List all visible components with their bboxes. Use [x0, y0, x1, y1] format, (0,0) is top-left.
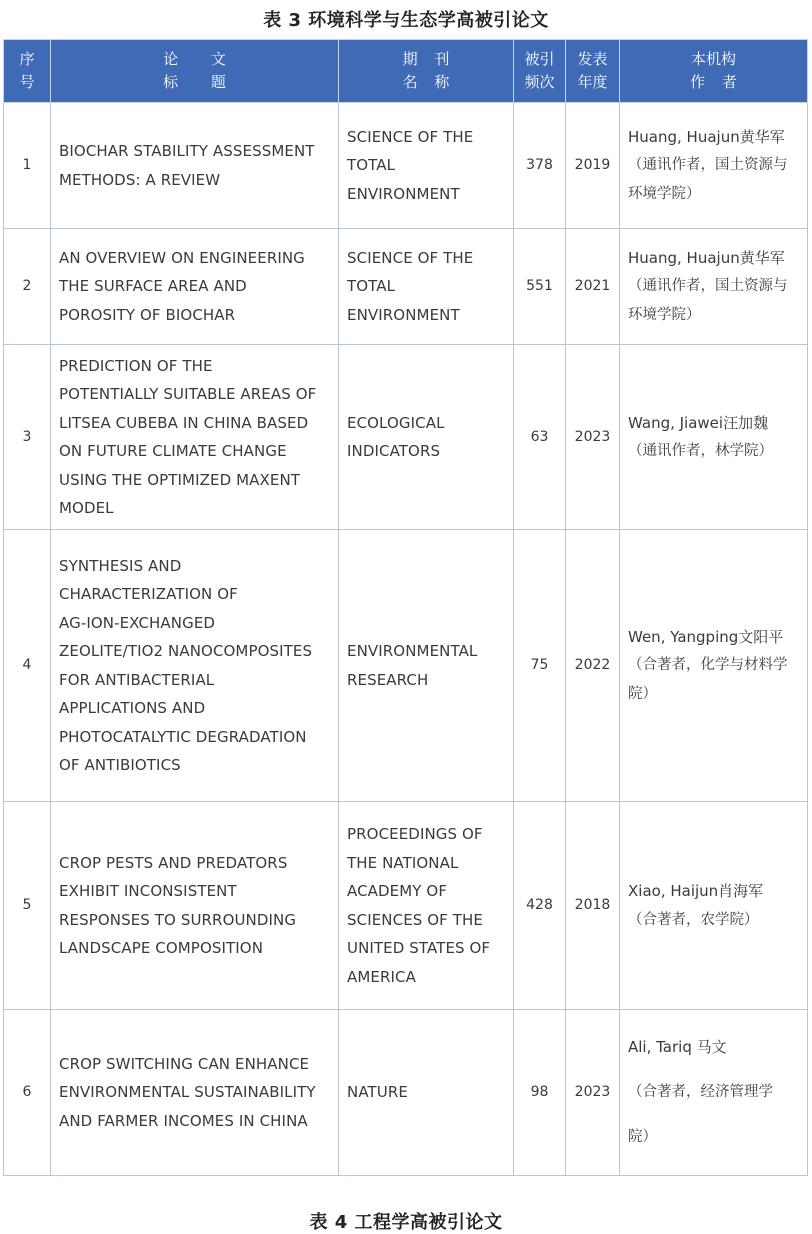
publication-year: 2018	[566, 802, 620, 1010]
citation-count: 428	[514, 802, 566, 1010]
table-4-caption: 表 4 工程学高被引论文	[309, 1212, 503, 1233]
citation-count: 63	[514, 345, 566, 530]
publication-year: 2021	[566, 229, 620, 345]
citation-count: 98	[514, 1010, 566, 1176]
table-row	[4, 103, 808, 229]
paper-title: CROP PESTS AND PREDATORS EXHIBIT INCONSISTENT RESPONSES TO SURROUNDING LANDSCAPE COMPOSITION	[51, 802, 339, 1010]
author: Huang, Huajun黄华军 （通讯作者，国土资源与 环境学院）	[620, 103, 808, 229]
publication-year: 2023	[566, 1010, 620, 1176]
publication-year: 2019	[566, 103, 620, 229]
table-row	[4, 1010, 808, 1176]
table-row	[4, 802, 808, 1010]
author: Ali, Tariq 马文 （合著者，经济管理学 院）	[620, 1010, 808, 1176]
header-author: 本机构 作 者	[620, 40, 808, 103]
author: Wang, Jiawei汪加魏 （通讯作者，林学院）	[620, 345, 808, 530]
paper-title: PREDICTION OF THE POTENTIALLY SUITABLE AREAS OF LITSEA CUBEBA IN CHINA BASED ON FUTURE CLIMATE CHANGE USING THE OPTIMIZED MAXENT MODEL	[51, 345, 339, 530]
header-journal: 期 刊 名 称	[339, 40, 514, 103]
journal-name: NATURE	[339, 1010, 514, 1176]
header-index: 序 号	[4, 40, 51, 103]
journal-name: PROCEEDINGS OF THE NATIONAL ACADEMY OF SCIENCES OF THE UNITED STATES OF AMERICA	[339, 802, 514, 1010]
table-header-row	[4, 40, 808, 103]
table-row	[4, 345, 808, 530]
citation-count: 378	[514, 103, 566, 229]
table-row	[4, 530, 808, 802]
header-year: 发表 年度	[566, 40, 620, 103]
author: Huang, Huajun黄华军 （通讯作者，国土资源与 环境学院）	[620, 229, 808, 345]
publication-year: 2023	[566, 345, 620, 530]
table-row	[4, 229, 808, 345]
journal-name: SCIENCE OF THE TOTAL ENVIRONMENT	[339, 229, 514, 345]
citation-count: 551	[514, 229, 566, 345]
author: Xiao, Haijun肖海军 （合著者，农学院）	[620, 802, 808, 1010]
header-title: 论 文 标 题	[51, 40, 339, 103]
paper-title: CROP SWITCHING CAN ENHANCE ENVIRONMENTAL SUSTAINABILITY AND FARMER INCOMES IN CHINA	[51, 1010, 339, 1176]
author: Wen, Yangping文阳平 （合著者，化学与材料学 院）	[620, 530, 808, 802]
row-index: 1	[4, 103, 51, 229]
paper-title: AN OVERVIEW ON ENGINEERING THE SURFACE AREA AND POROSITY OF BIOCHAR	[51, 229, 339, 345]
paper-title: BIOCHAR STABILITY ASSESSMENT METHODS: A REVIEW	[51, 103, 339, 229]
table-3-caption: 表 3 环境科学与生态学高被引论文	[263, 10, 549, 31]
row-index: 2	[4, 229, 51, 345]
journal-name: SCIENCE OF THE TOTAL ENVIRONMENT	[339, 103, 514, 229]
citation-count: 75	[514, 530, 566, 802]
header-citations: 被引 频次	[514, 40, 566, 103]
row-index: 4	[4, 530, 51, 802]
row-index: 6	[4, 1010, 51, 1176]
journal-name: ECOLOGICAL INDICATORS	[339, 345, 514, 530]
paper-title: SYNTHESIS AND CHARACTERIZATION OF AG-ION-EXCHANGED ZEOLITE/TIO2 NANOCOMPOSITES FOR ANTIBACTERIAL APPLICATIONS AND PHOTOCATALYTIC DEGRADATION OF ANTIBIOTICS	[51, 530, 339, 802]
row-index: 3	[4, 345, 51, 530]
highly-cited-papers-table	[3, 39, 808, 1176]
row-index: 5	[4, 802, 51, 1010]
journal-name: ENVIRONMENTAL RESEARCH	[339, 530, 514, 802]
publication-year: 2022	[566, 530, 620, 802]
